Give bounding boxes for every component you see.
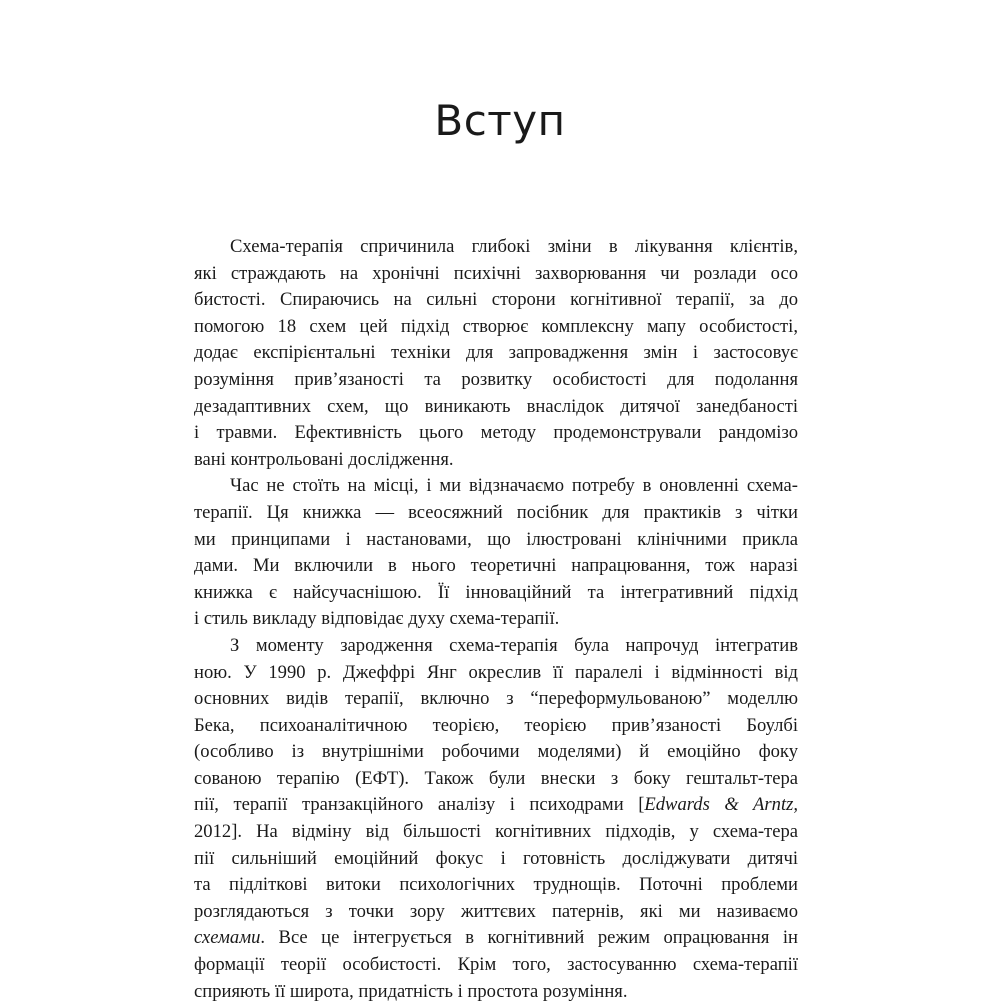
text-line: (особливо із внутрішніми робочими моделями) й емоційно фоку xyxy=(194,741,798,763)
text-line: розуміння прив’язаності та розвитку особистості для подолання xyxy=(194,368,798,390)
text-line: бистості. Спираючись на сильні сторони когнітивної терапії, за до xyxy=(194,289,798,311)
text-segment: пії, терапії транзакційного аналізу і психодрами [ xyxy=(194,794,645,816)
citation: Edwards & Arntz, xyxy=(644,794,798,816)
text-line: ною. У 1990 р. Джеффрі Янг окреслив її паралелі і відмінності від xyxy=(194,661,798,683)
emphasized-term: схемами xyxy=(194,927,261,949)
text-line: та підліткові витоки психологічних труднощів. Поточні проблеми xyxy=(194,874,798,896)
text-line: сприяють її широта, придатність і простота розуміння. xyxy=(194,980,628,1002)
text-line: розглядаються з точки зору життєвих патернів, які ми називаємо xyxy=(194,900,798,922)
text-line: терапії. Ця книжка — всеосяжний посібник для практиків з чітки xyxy=(194,501,798,523)
chapter-title: Вступ xyxy=(434,96,566,145)
text-line: З моменту зародження схема-терапія була напрочуд інтегратив xyxy=(230,634,798,656)
text-line: пії сильніший емоційний фокус і готовність досліджувати дитячі xyxy=(194,847,798,869)
text-segment: . Все це інтегрується в когнітивний режим опрацювання ін xyxy=(260,927,798,949)
text-line xyxy=(194,792,798,819)
text-line: і стиль викладу відповідає духу схема-терапії. xyxy=(194,608,560,630)
text-line: ми принципами і настановами, що ілюстровані клінічними прикла xyxy=(194,528,798,550)
text-line: книжка є найсучаснішою. Її інноваційний та інтегративний підхід xyxy=(194,581,798,603)
text-line: дами. Ми включили в нього теоретичні напрацювання, тож наразі xyxy=(194,555,798,577)
text-line: основних видів терапії, включно з “переформульованою” моделлю xyxy=(194,688,798,710)
text-line: які страждають на хронічні психічні захворювання чи розлади осо xyxy=(194,262,798,284)
text-line: 2012]. На відміну від більшості когнітивних підходів, у схема-тера xyxy=(194,821,798,843)
text-line xyxy=(194,925,798,952)
text-line: дезадаптивних схем, що виникають внаслідок дитячої занедбаності xyxy=(194,395,798,417)
text-line: і травми. Ефективність цього методу продемонстрували рандомізо xyxy=(194,422,798,444)
text-line: Час не стоїть на місці, і ми відзначаємо потребу в оновленні схема- xyxy=(230,475,798,497)
text-line: Бека, психоаналітичною теорією, теорією прив’язаності Боулбі xyxy=(194,714,798,736)
text-line: формації теорії особистості. Крім того, застосуванню схема-терапії xyxy=(194,954,798,976)
text-line: помогою 18 схем цей підхід створює комплексну мапу особистості, xyxy=(194,315,798,337)
text-line: додає експірієнтальні техніки для запровадження змін і застосовує xyxy=(194,342,798,364)
text-line: сованою терапію (ЕФТ). Також були внески з боку гештальт-тера xyxy=(194,767,798,789)
text-line: вані контрольовані дослідження. xyxy=(194,448,454,470)
body-text xyxy=(194,234,798,1005)
text-line: Схема-терапія спричинила глибокі зміни в лікування клієнтів, xyxy=(230,236,798,257)
